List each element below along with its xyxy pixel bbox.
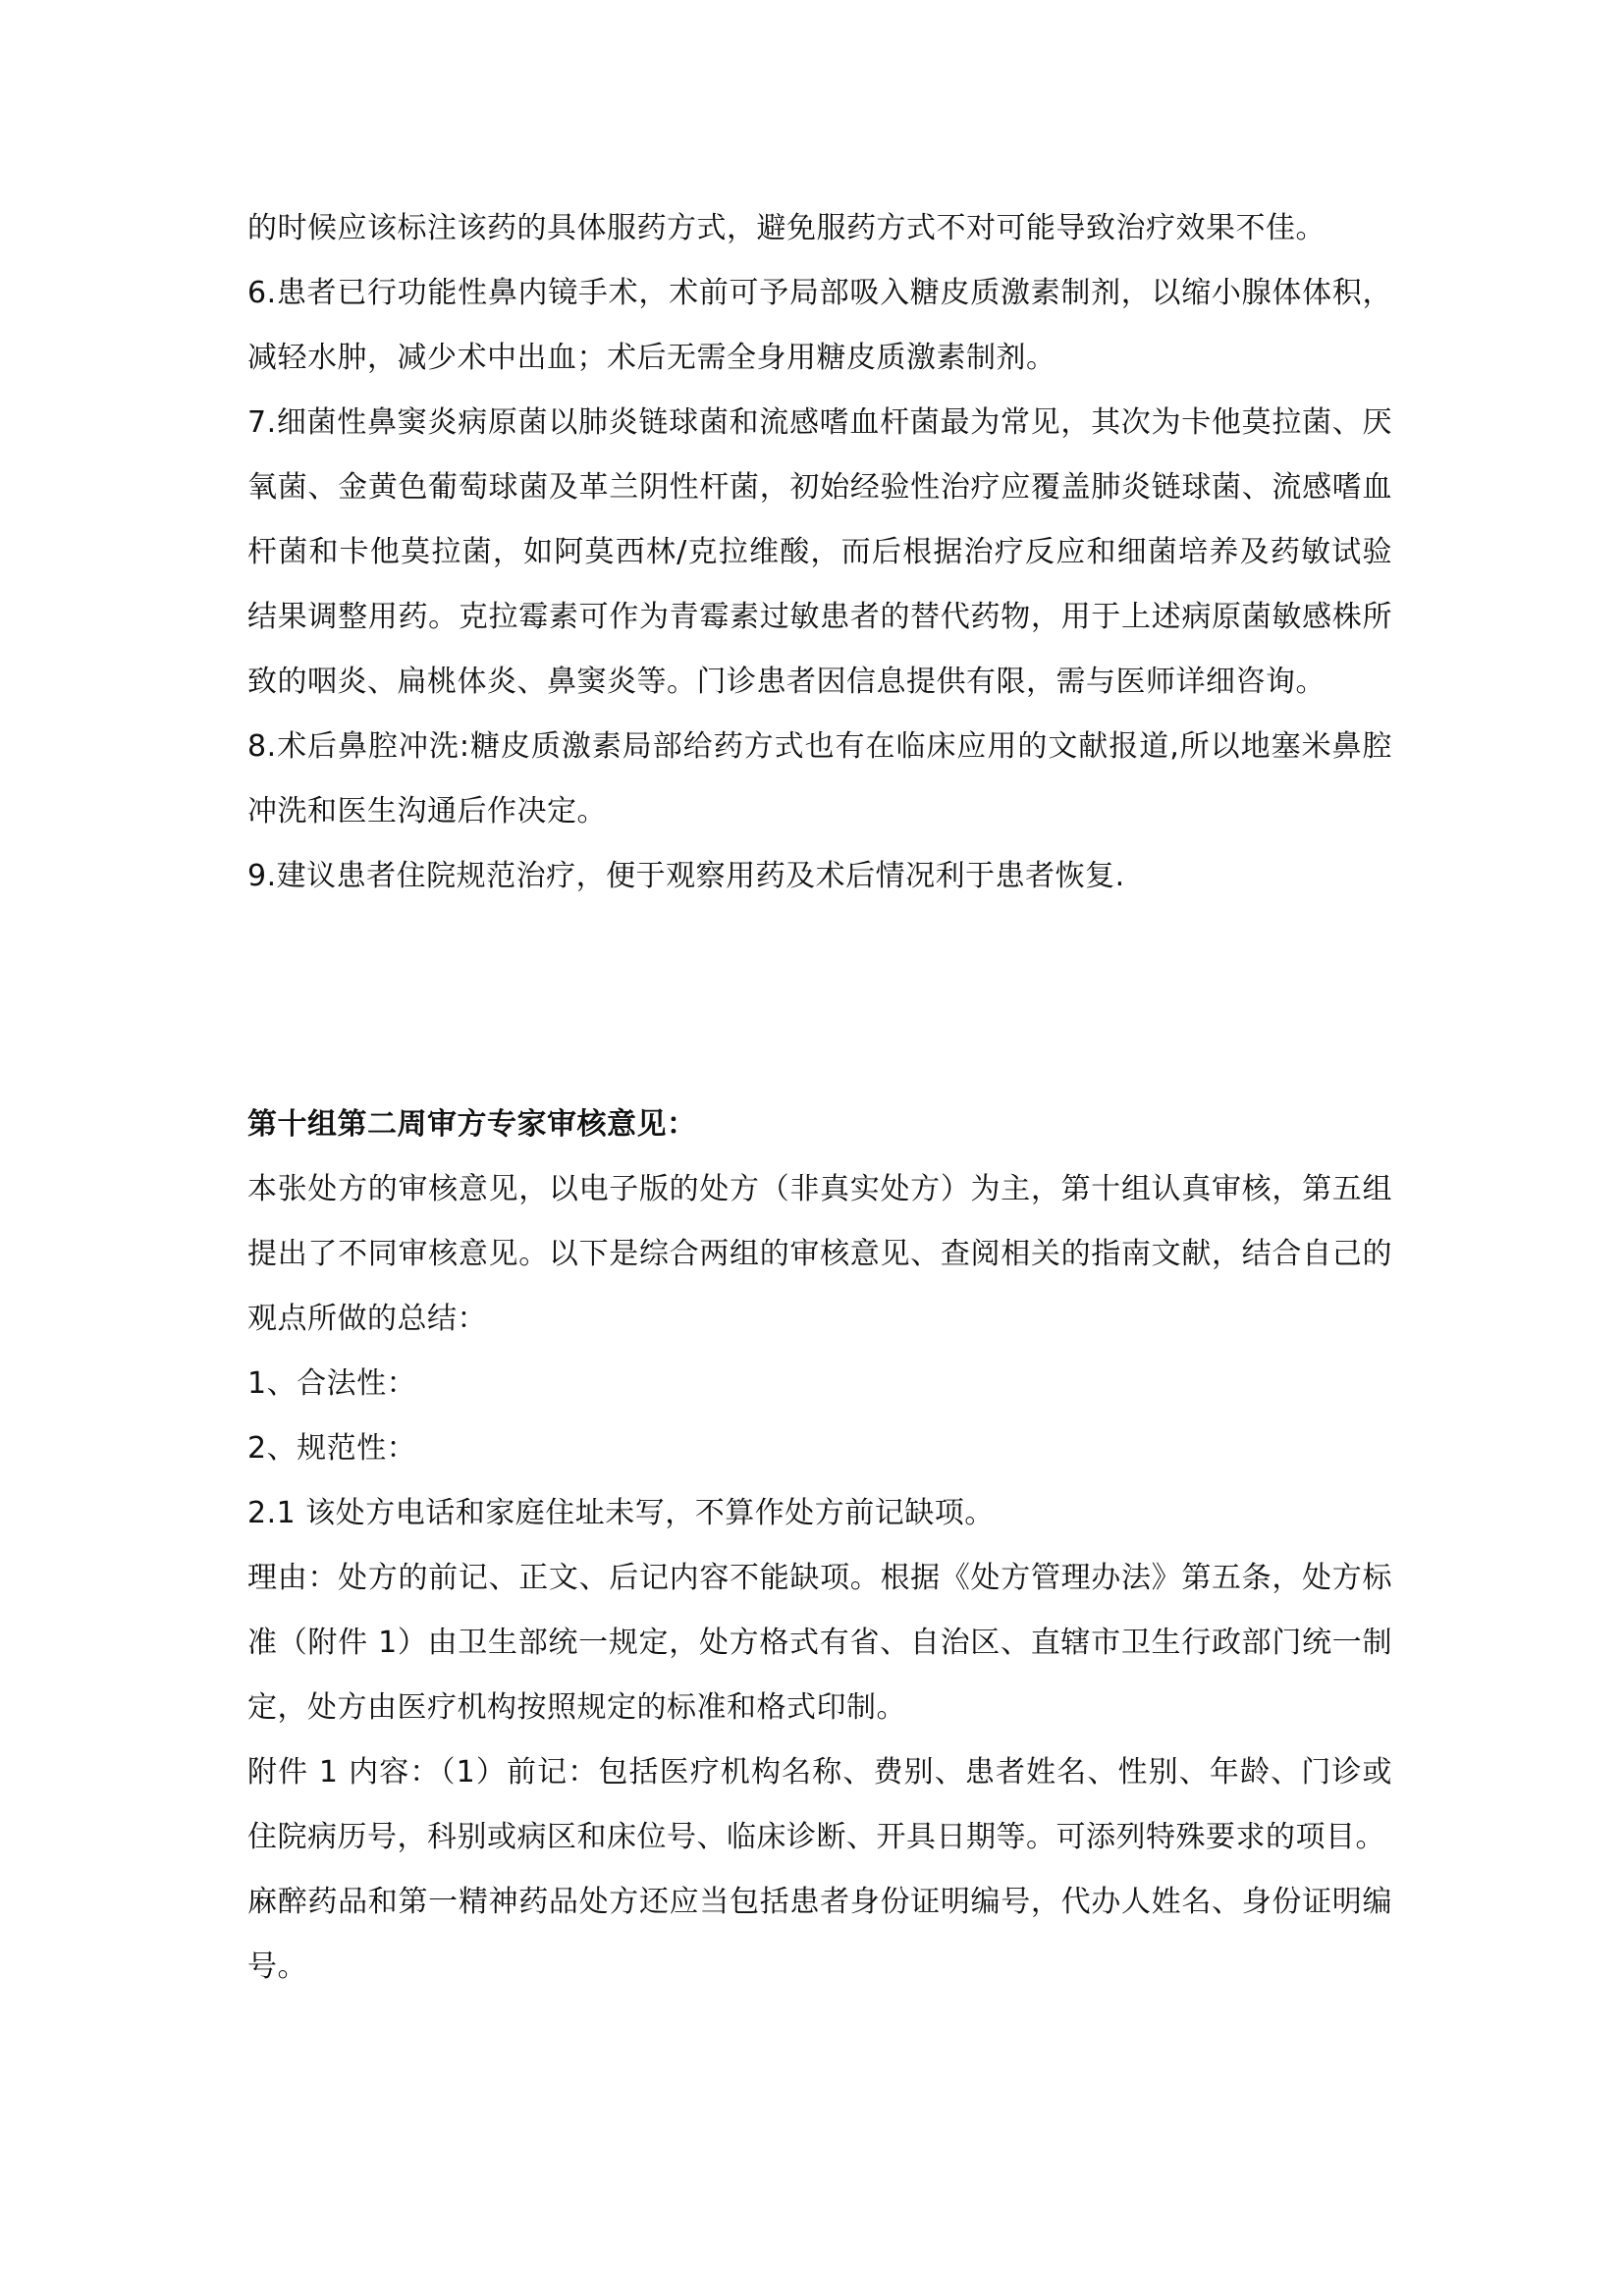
review-notes-list xyxy=(247,196,1392,909)
point-legality: 1、合法性： xyxy=(247,1366,417,1401)
point-2-1: 2.1 该处方电话和家庭住址未写，不算作处方前记缺项。 xyxy=(247,1496,995,1530)
document-page xyxy=(247,0,1392,2296)
intro-paragraph: 本张处方的审核意见，以电子版的处方（非真实处方）为主，第十组认真审核，第五组提出了不同审核意见。以下是综合两组的审核意见、查阅相关的指南文献，结合自己的观点所做的总结： xyxy=(247,1172,1392,1336)
section-heading: 第十组第二周审方专家审核意见： xyxy=(247,1107,697,1142)
review-item-6: 6.患者已行功能性鼻内镜手术，术前可予局部吸入糖皮质激素制剂，以缩小腺体体积，减轻水肿，减少术中出血；术后无需全身用糖皮质激素制剂。 xyxy=(247,276,1392,375)
narcotics-paragraph: 麻醉药品和第一精神药品处方还应当包括患者身份证明编号，代办人姓名、身份证明编号。 xyxy=(247,1885,1392,1984)
expert-review-section xyxy=(247,1093,1392,2000)
review-item-9: 9.建议患者住院规范治疗，便于观察用药及术后情况利于患者恢复. xyxy=(247,859,1125,893)
reason-paragraph: 理由：处方的前记、正文、后记内容不能缺项。根据《处方管理办法》第五条，处方标准（附件 1）由卫生部统一规定，处方格式有省、自治区、直辖市卫生行政部门统一制定，处方由医疗机构按照规定的标准和格式印制。 xyxy=(247,1561,1392,1725)
review-item-8: 8.术后鼻腔冲洗:糖皮质激素局部给药方式也有在临床应用的文献报道,所以地塞米鼻腔冲洗和医生沟通后作决定。 xyxy=(247,729,1392,828)
continuation-paragraph: 的时候应该标注该药的具体服药方式，避免服药方式不对可能导致治疗效果不佳。 xyxy=(247,211,1326,245)
point-standardization: 2、规范性： xyxy=(247,1431,417,1466)
review-item-7: 7.细菌性鼻窦炎病原菌以肺炎链球菌和流感嗜血杆菌最为常见，其次为卡他莫拉菌、厌氧菌、金黄色葡萄球菌及革兰阴性杆菌，初始经验性治疗应覆盖肺炎链球菌、流感嗜血杆菌和卡他莫拉菌，如阿莫西林/克拉维酸，而后根据治疗反应和细菌培养及药敏试验结果调整用药。克拉霉素可作为青霉素过敏患者的替代药物，用于上述病原菌敏感株所致的咽炎、扁桃体炎、鼻窦炎等。门诊患者因信息提供有限，需与医师详细咨询。 xyxy=(247,405,1392,699)
attachment-paragraph: 附件 1 内容：（1）前记：包括医疗机构名称、费别、患者姓名、性别、年龄、门诊或住院病历号，科别或病区和床位号、临床诊断、开具日期等。可添列特殊要求的项目。 xyxy=(247,1755,1392,1854)
